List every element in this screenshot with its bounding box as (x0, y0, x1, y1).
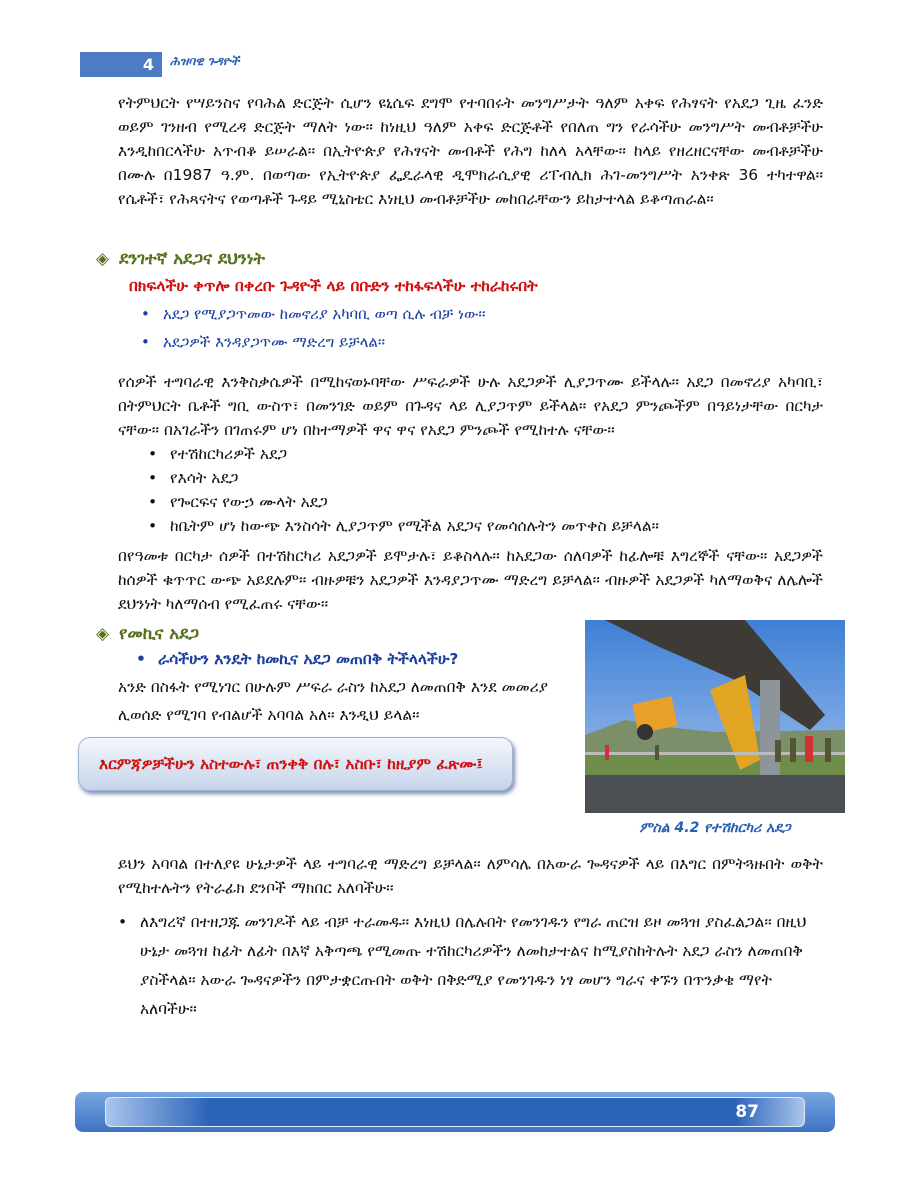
main-column (96, 91, 823, 1024)
diamond-icon: ◈ (96, 249, 110, 269)
chapter-number: 4 (80, 52, 162, 77)
list-item: • የተሽከርካሪዎች አደጋ (170, 442, 823, 466)
chapter-header (80, 52, 900, 77)
heading-text: ደንገተኛ አደጋና ደህንነት (119, 249, 266, 269)
section-heading-emergency (96, 249, 823, 269)
heading-text: የመኪና አደጋ (119, 624, 200, 644)
intro-paragraph: የትምህርት የሣይንስና የባሕል ድርጅት ሲሆን ዩኒሴፍ ደግሞ የተባበሩት መንግሥታት ዓለም አቀፍ የሕፃናት የአደጋ ጊዜ ፈንድ ወይም ገንዘብ የሚረዳ ድርጅት ማለት ነው፡፡ ከነዚህ ዓለም አቀፍ ድርጅቶች የበለጠ ግን የራሳችሁ መንግሥት መብቶቻችሁ እንዲከበርላችሁ አጥብቆ ይሠራል፡፡ በኢትዮጵያ የሕፃናት መብቶች የሕግ ከለላ አላቸው፡፡ ከላይ የዘረዘርናቸው መብቶቻችሁ በሙሉ በ1987 ዓ.ም. በወጣው የኢትዮጵያ ፌዴራላዊ ዲሞክራሲያዊ ሪፐብሊክ ሕገ-መንግሥት አንቀጽ 36 ተካተዋል፡፡ የሴቶች፣ የሕጻናትና የወጣቶች ጉዳይ ሚኒስቴር እነዚህ መብቶቻችሁ መከበራቸውን ይከታተላል ይቆጣጠራል፡፡ (118, 94, 823, 208)
paragraph: በየዓመቱ በርካታ ሰዎች በተሽከርካሪ አደጋዎች ይሞታሉ፣ ይቆስላሉ፡፡ ከአደጋው ሰለባዎች ከፊሎቹ እግረኞች ናቸው፡፡ አደጋዎች ከሰዎች ቁጥጥር ውጭ አይደሉም፡፡ ብዙዎቹን አደጋዎች እንዳያጋጥሙ ማድረግ ይቻላል፡፡ ብዙዎች አደጋዎች ካለማወቅና ለሌሎች ደህንነት ካለማሰብ የሚፈጠሩ ናቸው፡፡ (118, 547, 823, 613)
chapter-title: ሕዝባዊ ጉዳዮች (170, 54, 240, 68)
list-item: • ራሳችሁን እንዴት ከመኪና አደጋ መጠበቅ ትችላላችሁ? (158, 650, 823, 669)
traffic-rule-list (118, 908, 823, 1024)
list-item: • ከቤትም ሆነ ከውጭ እንስሳት ሊያጋጥም የሚችል አደጋና የመሳሰሉትን መጥቀስ ይቻላል፡፡ (170, 514, 823, 538)
footer-bar (75, 1092, 835, 1132)
paragraph: ይህን አባባል በተለያዩ ሁኔታዎች ላይ ተግባራዊ ማድረግ ይቻላል፡፡ ለምሳሌ በአውራ ጐዳናዎች ላይ በእግር በምትጓዙበት ወቅት የሚከተሉትን የትራፊክ ደንቦች ማክበር አለባችሁ፡፡ (118, 855, 823, 897)
discussion-prompt: በክፍላችሁ ቀጥሎ በቀረቡ ጉዳዮች ላይ በቡድን ተከፋፍላችሁ ተከራከሩበት (129, 277, 538, 295)
question-list (118, 650, 823, 669)
hazard-list (118, 442, 823, 538)
list-item: • የጐርፍና የውኃ ሙላት አደጋ (170, 490, 823, 514)
paragraph: የሰዎች ተግባራዊ እንቅስቃሴዎች በሚከናወኑባቸው ሥፍራዎች ሁሉ አደጋዎች ሊያጋጥሙ ይችላሉ፡፡ አደጋ በመኖሪያ አካባቢ፣ በትምህርት ቤቶች ግቢ ውስጥ፣ በመንገድ ወይም በጉዳና ላይ ሊያጋጥም ይችላል፡፡ የአደጋ ምንጮችም በዓይነታቸው በርካታ ናቸው፡፡ በአገራችን በገጠሩም ሆነ በከተማዎች ዋና ዋና የአደጋ ምንጮች የሚከተሉ ናቸው፡፡ (118, 373, 823, 439)
paragraph: አንድ በስፋት የሚነገር በሁሉም ሥፍራ ራስን ከአደጋ ለመጠበቅ እንደ መመሪያ ሊወሰድ የሚገባ የብልሆች አባባል አለ፡፡ እንዲህ ይላል፡፡ (118, 678, 549, 724)
callout-box (78, 737, 513, 791)
accident-photo (585, 620, 845, 813)
list-item: • አደጋ የሚያጋጥመው ከመኖሪያ አካባቢ ወጣ ሲሉ ብቻ ነው፡፡ (163, 300, 823, 328)
list-item: • አደጋዎች እንዳያጋጥሙ ማድረግ ይቻላል፡፡ (163, 328, 823, 356)
list-item: • ለእግረኛ በተዘጋጁ መንገዶች ላይ ብቻ ተራመዱ፡፡ እነዚህ በሌሉበት የመንገዱን የግራ ጠርዝ ይዞ መጓዝ ያስፈልጋል፡፡ በዚህ ሁኔታ መጓዝ ከፊት ለፊት በእኛ አቅጣጫ የሚመጡ ተሽከርካሪዎችን ለመከታተልና ከሚያስከትሉት አደጋ ራስን ለመጠበቅ ያስችላል፡፡ አውራ ጐዳናዎችን በምታቋርጡበት ወቅት በቅድሚያ የመንገዱን ነፃ መሆን ግራና ቀኙን በጥንቃቄ ማየት አለባችሁ፡፡ (140, 908, 823, 1024)
discussion-list (118, 300, 823, 356)
list-item: • የእሳት አደጋ (170, 466, 823, 490)
page-number: 87 (735, 1102, 759, 1122)
callout-text: እርምጃዎቻችሁን አስተውሉ፣ ጠንቀቅ በሉ፣ አስቡ፣ ከዚያም ፈጽሙ፤ (99, 755, 483, 773)
footer-inner (105, 1097, 805, 1127)
figure-caption: ምስል 4.2 የተሽከርካሪ አደጋ (639, 820, 791, 836)
diamond-icon: ◈ (96, 624, 110, 644)
